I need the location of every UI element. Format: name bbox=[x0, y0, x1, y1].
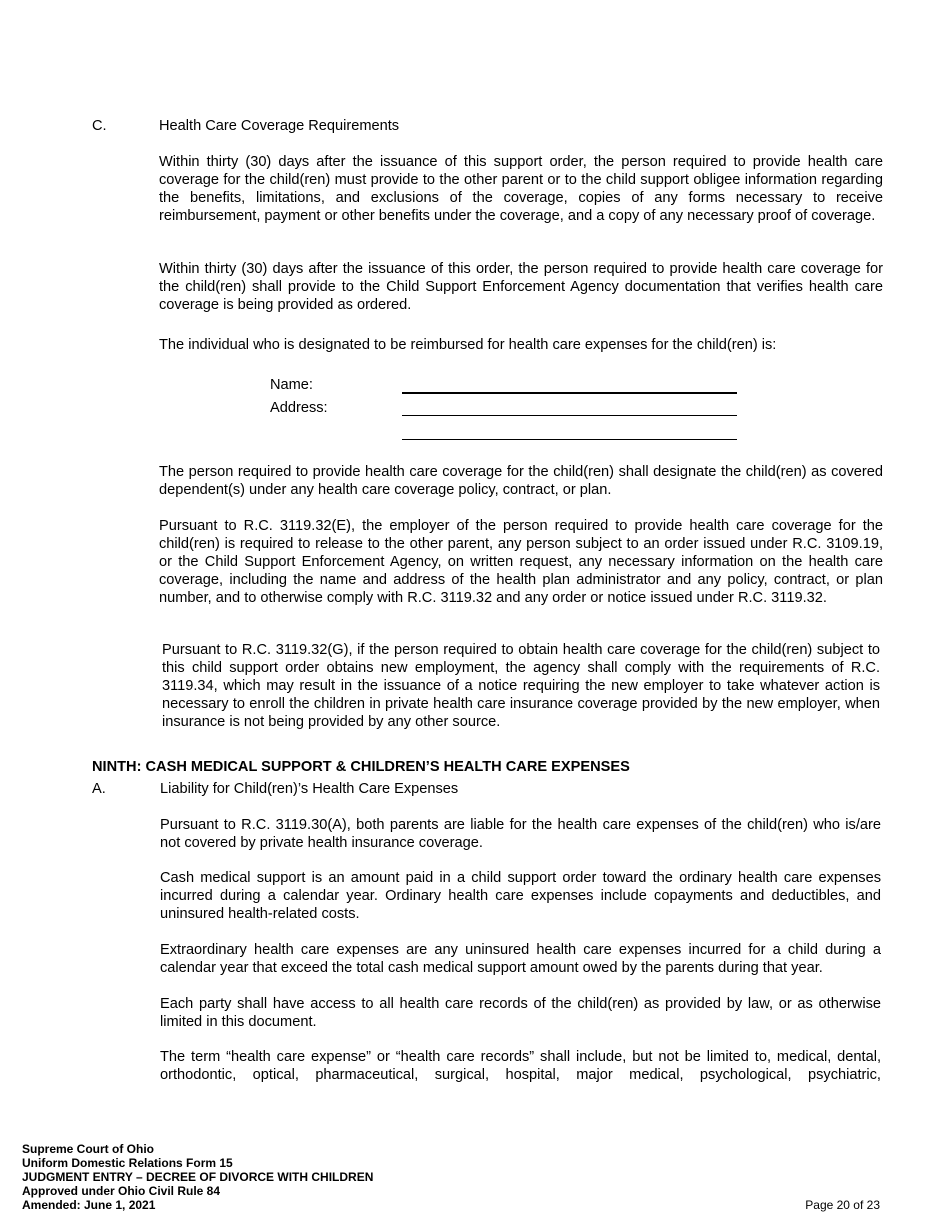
name-blank-line[interactable] bbox=[402, 392, 737, 394]
ninth-paragraph-1: Pursuant to R.C. 3119.30(A), both parents are liable for the health care expenses of the child(ren) who is/are not covered by private health insurance coverage. bbox=[160, 817, 881, 851]
footer-approval: Approved under Ohio Civil Rule 84 bbox=[22, 1184, 221, 1198]
address-blank-line-2[interactable] bbox=[402, 439, 737, 440]
ninth-paragraph-4: Each party shall have access to all health care records of the child(ren) as provided by law, or as otherwise limited in this document. bbox=[160, 996, 881, 1030]
ninth-a-title: Liability for Child(ren)’s Health Care Expenses bbox=[160, 781, 459, 797]
ninth-paragraph-5: The term “health care expense” or “health care records” shall include, but not be limited to, medical, dental, orthodontic, optical, pharmaceutical, surgical, hospital, major medical, psychological, psychiatric, bbox=[160, 1049, 881, 1083]
ninth-paragraph-2: Cash medical support is an amount paid in a child support order toward the ordinary health care expenses incurred during a calendar year. Ordinary health care expenses include copayments and deductibles, and uninsured health-related costs. bbox=[160, 870, 881, 922]
section-c-paragraph-2: Within thirty (30) days after the issuance of this order, the person required to provide health care coverage for the child(ren) shall provide to the Child Support Enforcement Agency documentation that verifies health care coverage is being provided as ordered. bbox=[159, 261, 883, 313]
form-footer bbox=[22, 1142, 373, 1212]
name-label: Name: bbox=[270, 377, 313, 393]
footer-amended: Amended: June 1, 2021 bbox=[22, 1198, 156, 1212]
footer-court: Supreme Court of Ohio bbox=[22, 1142, 154, 1156]
section-c-title: Health Care Coverage Requirements bbox=[159, 118, 400, 134]
address-label: Address: bbox=[270, 400, 328, 416]
address-blank-line-1[interactable] bbox=[402, 415, 737, 416]
section-c-paragraph-4: The person required to provide health care coverage for the child(ren) shall designate the child(ren) as covered dependent(s) under any health care coverage policy, contract, or plan. bbox=[159, 464, 883, 498]
ninth-heading: NINTH: CASH MEDICAL SUPPORT & CHILDREN’S HEALTH CARE EXPENSES bbox=[92, 759, 630, 775]
ninth-paragraph-3: Extraordinary health care expenses are any uninsured health care expenses incurred for a child during a calendar year that exceed the total cash medical support amount owed by the parents during that year. bbox=[160, 942, 881, 976]
section-c-letter: C. bbox=[92, 118, 107, 134]
section-c-paragraph-1: Within thirty (30) days after the issuance of this support order, the person required to provide health care coverage for the child(ren) must provide to the other parent or to the child support obligee information regarding the benefits, limitations, and exclusions of the coverage, copies of any forms necessary to receive reimbursement, payment or other benefits under the coverage, and a copy of any necessary proof of coverage. bbox=[159, 154, 883, 224]
section-c-paragraph-3: The individual who is designated to be reimbursed for health care expenses for the child(ren) is: bbox=[159, 337, 777, 353]
footer-form-title: JUDGMENT ENTRY – DECREE OF DIVORCE WITH CHILDREN bbox=[22, 1170, 374, 1184]
section-c-paragraph-6: Pursuant to R.C. 3119.32(G), if the person required to obtain health care coverage for the child(ren) subject to this child support order obtains new employment, the agency shall comply with the requirements of R.C. 3119.34, which may result in the issuance of a notice requiring the new employer to take whatever action is necessary to enroll the children in private health care insurance coverage provided by the new employer, when insurance is not being provided by any other source. bbox=[162, 642, 880, 730]
page-number: Page 20 of 23 bbox=[805, 1198, 880, 1212]
section-c-paragraph-5: Pursuant to R.C. 3119.32(E), the employer of the person required to provide health care coverage for the child(ren) is required to release to the other parent, any person subject to an order issued under R.C. 3109.19, or the Child Support Enforcement Agency, on written request, any necessary information on the health care coverage, including the name and address of the health plan administrator and any policy, contract, or plan number, and to otherwise comply with R.C. 3119.32 and any order or notice issued under R.C. 3119.32. bbox=[159, 518, 883, 606]
footer-form-number: Uniform Domestic Relations Form 15 bbox=[22, 1156, 233, 1170]
ninth-a-letter: A. bbox=[92, 781, 106, 797]
